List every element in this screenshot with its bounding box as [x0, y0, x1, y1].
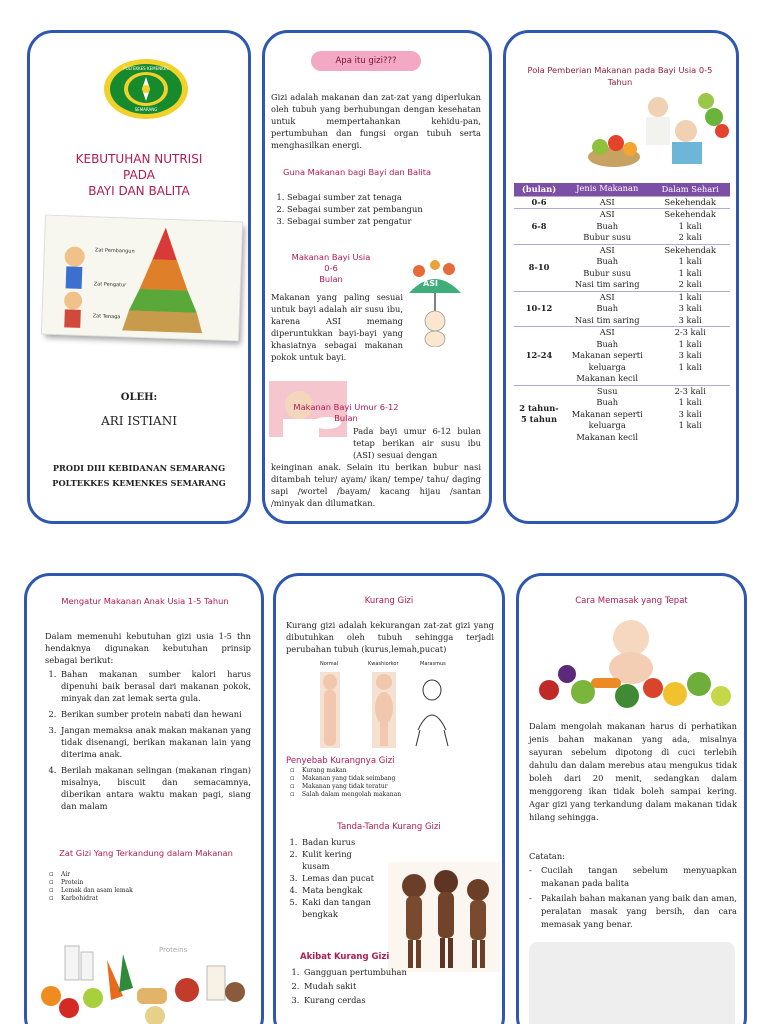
- tanda-item: 5. Kaki dan tangan bengkak: [300, 896, 378, 920]
- asi-umbrella-icon: [405, 259, 465, 347]
- bayi-6-12-text-a: Pada bayi umur 6-12 bulan tetap berikan air susu ibu (ASI) sesuai dengan: [353, 426, 481, 460]
- catatan-item: - Pakailah bahan makanan yang baik dan aman, peralatan masak yang bersih, dan cara memasak yang benar.: [527, 892, 737, 931]
- food-item: Buah: [596, 220, 619, 231]
- freq-cell: [650, 209, 730, 245]
- cooking-body: Dalam mengolah makanan harus di perhatikan jenis bahan makanan yang ada, misalnya sayuran sebelum dipotong di cuci terlebih dahulu dan dalam merebus atau mengukus tidak boleh dari 20 menit, sedangkan dalam menggoreng ikan tidak boleh sampai kering. Agar gizi yang terkandung dalam makanan tidak hilang sehingga.: [529, 721, 737, 822]
- food-item: ASI: [599, 209, 615, 219]
- akibat-item: 2. Mudah sakit: [302, 980, 488, 992]
- freq-item: 1 kali: [678, 291, 702, 302]
- meal-planning-intro: Dalam memenuhi kebutuhan gizi usia 1-5 thn hendaknya digunakan kebutuhan prinsip sebagai berikut:: [45, 631, 251, 665]
- feeding-pattern-title: Pola Pemberian Makanan pada Bayi Usia 0-5 Tahun: [527, 65, 713, 87]
- freq-cell: [650, 291, 730, 327]
- zat-gizi-title: Zat Gizi Yang Terkandung dalam Makanan: [59, 848, 233, 858]
- akibat-title: Akibat Kurang Gizi: [300, 952, 390, 962]
- age-cell: 6-8: [514, 209, 564, 245]
- title-line-2: PADA: [123, 168, 155, 182]
- feeding-table: [514, 183, 730, 443]
- feeding-pattern-table: [514, 183, 730, 443]
- cooking-panel: [516, 573, 747, 1024]
- catatan-list: [527, 864, 737, 931]
- freq-item: 3 kali: [678, 303, 702, 313]
- food-item: ASI: [599, 327, 615, 337]
- zat-gizi-item: ▫ Lemak dan asam lemak: [49, 887, 209, 895]
- nutrient-foods-icon: [37, 936, 255, 1024]
- catatan-item: - Cucilah tangan sebelum menyuapkan makanan pada balita: [527, 864, 737, 890]
- pyramid-label-pembangun: Zat Pembangun: [94, 247, 135, 255]
- feeding-pattern-panel: [503, 30, 739, 524]
- freq-cell: [650, 385, 730, 443]
- babies-fruits-photo: [586, 87, 732, 171]
- freq-item: 1 kali: [678, 256, 702, 266]
- guna-makanan-list: [271, 191, 481, 227]
- freq-item: 1 kali: [678, 420, 702, 430]
- freq-cell: [650, 327, 730, 386]
- babies-fruits-icon: [586, 87, 732, 171]
- meal-planning-item: 3. Jangan memaksa anak makan makanan yang tidak disenangi, berikan makanan lain yang diterima anak.: [59, 724, 251, 760]
- asi-label: ASI: [423, 279, 438, 288]
- figure-label-kwashiorkor: Kwashiorkor: [368, 661, 399, 667]
- penyebab-item: ▫ Salah dalam mengolah makanan: [290, 791, 470, 799]
- food-item: Makanan seperti keluarga: [571, 408, 643, 430]
- food-cell: [564, 244, 650, 291]
- freq-item: 1 kali: [678, 267, 702, 278]
- penyebab-item: ▫ Makanan yang tidak teratur: [290, 783, 470, 791]
- pyramid-label-pengatur: Zat Pengatur: [93, 281, 127, 289]
- food-item: Buah: [596, 397, 619, 407]
- penyebab-title: Penyebab Kurangnya Gizi: [286, 756, 395, 766]
- meal-planning-item: 1. Bahan makanan sumber kalori harus dipenuhi baik berasal dari makanan pokok, minyak dan zat lemak serta gula.: [59, 668, 251, 704]
- bayi-0-6-text: Makanan yang paling sesuai untuk bayi adalah air susu ibu, karena ASI memang diperuntukkan bayi-bayi yang khasiatnya sebagai makanan pokok untuk bayi.: [271, 292, 403, 362]
- kurang-gizi-definition: Kurang gizi adalah kekurangan zat-zat gizi yang dibutuhkan oleh tubuh sehingga terjadi perubahan tubuh (kurus,lemah,pucat): [286, 620, 494, 654]
- penyebab-list: [290, 767, 470, 799]
- baby-vegetables-icon: [531, 614, 735, 712]
- table-header-jenis: Jenis Makanan: [564, 183, 650, 196]
- bayi-0-6-title-line: 0-6: [324, 263, 338, 273]
- institution-line-2: POLTEKKES KEMENKES SEMARANG: [52, 478, 226, 488]
- freq-item: 1 kali: [678, 338, 702, 349]
- table-header-sehari: Dalam Sehari: [650, 183, 730, 196]
- freq-item: 1 kali: [678, 220, 702, 231]
- food-item: Bubur susu: [583, 267, 632, 278]
- image-placeholder: [529, 942, 735, 1024]
- age-cell: 12-24: [514, 327, 564, 386]
- baby-vegetables-photo: [531, 614, 735, 712]
- guna-makanan-title: Guna Makanan bagi Bayi dan Balita: [283, 167, 432, 177]
- bayi-0-6-title-line: Bulan: [319, 274, 343, 284]
- gizi-intro-panel: [262, 30, 492, 524]
- age-cell: 0-6: [514, 196, 564, 209]
- freq-item: Sekehendak: [664, 196, 716, 207]
- table-row: [514, 385, 730, 443]
- table-row: [514, 209, 730, 245]
- tanda-item: 2. Kulit kering kusam: [300, 848, 378, 872]
- age-cell: 2 tahun-5 tahun: [514, 385, 564, 443]
- proteins-label: Proteins: [159, 946, 188, 954]
- food-item: Buah: [596, 338, 619, 349]
- freq-item: Sekehendak: [664, 244, 716, 255]
- zat-gizi-item: ▫ Air: [49, 871, 209, 879]
- tanda-item: 1. Badan kurus: [300, 836, 378, 848]
- gizi-definition: Gizi adalah makanan dan zat-zat yang diperlukan oleh tubuh yang berhubungan dengan kesehatan untuk mempertahankan kehidu-pan, pertumbuhan dan fungsi organ tubuh serta menghasilkan energi.: [271, 92, 481, 150]
- kurang-gizi-title: Kurang Gizi: [364, 596, 414, 606]
- food-cell: [564, 209, 650, 245]
- malnutrition-figure: [310, 660, 460, 750]
- freq-item: 2-3 kali: [674, 327, 706, 337]
- food-item: ASI: [599, 244, 615, 255]
- feeding-table-body: [514, 196, 730, 443]
- food-item: Buah: [596, 303, 619, 313]
- guna-item: 3. Sebagai sumber zat pengatur: [287, 215, 481, 227]
- food-item: Buah: [596, 256, 619, 266]
- tanda-list: [286, 836, 378, 920]
- food-pyramid-image: [42, 216, 242, 341]
- age-cell: 8-10: [514, 244, 564, 291]
- tanda-item: 3. Lemas dan pucat: [300, 872, 378, 884]
- food-item: ASI: [599, 196, 615, 207]
- penyebab-item: ▫ Makanan yang tidak seimbang: [290, 775, 470, 783]
- freq-cell: [650, 244, 730, 291]
- tanda-title: Tanda-Tanda Kurang Gizi: [337, 822, 441, 832]
- guna-item: 2. Sebagai sumber zat pembangun: [287, 203, 481, 215]
- freq-item: 3 kali: [678, 314, 702, 325]
- freq-item: 2 kali: [678, 232, 702, 242]
- nutrient-foods-photo: [37, 936, 255, 1024]
- bayi-6-12-title: [271, 402, 421, 424]
- bayi-6-12-text-b: keinginan anak. Selain itu berikan bubur nasi ditambah telur/ ayam/ ikan/ tempe/ tahu/ daging sapi /wortel /bayam/ kacang hijau /santan /minyak dan dilumatkan.: [271, 462, 481, 508]
- food-item: Makanan kecil: [576, 373, 638, 383]
- table-row: [514, 327, 730, 386]
- logo-text-bottom: SEMARANG: [134, 107, 158, 112]
- food-item: Susu: [596, 385, 618, 396]
- food-item: Makanan seperti keluarga: [571, 350, 643, 372]
- table-header-bulan: (bulan): [514, 183, 564, 196]
- guna-item: 1. Sebagai sumber zat tenaga: [287, 191, 481, 203]
- bayi-6-12-title-line: Bulan: [334, 413, 358, 423]
- figure-label-normal: Normal: [320, 661, 339, 667]
- freq-item: 2-3 kali: [674, 385, 706, 396]
- food-item: Bubur susu: [583, 232, 632, 242]
- bayi-6-12-title-line: Makanan Bayi Umur 6-12: [293, 402, 399, 412]
- meal-planning-item: 4. Berilah makanan selingan (makanan ringan) misalnya, biscuit dan semacamnya, diberikan antara waktu makan pagi, siang dan malam: [59, 764, 251, 812]
- meal-planning-title: Mengatur Makanan Anak Usia 1-5 Tahun: [61, 596, 229, 606]
- food-item: Nasi tim saring: [574, 279, 640, 289]
- asi-illustration: [405, 259, 465, 347]
- logo-text-top: POLTEKKES KEMENKES: [123, 66, 169, 71]
- institution-line-1: PRODI DIII KEBIDANAN SEMARANG: [52, 463, 226, 473]
- bayi-0-6-title: [273, 252, 389, 285]
- food-item: ASI: [599, 291, 615, 302]
- table-row: [514, 244, 730, 291]
- pyramid-label-tenaga: Zat Tenaga: [92, 313, 121, 321]
- title-line-1: KEBUTUHAN NUTRISI: [75, 152, 203, 166]
- bayi-0-6-title-line: Makanan Bayi Usia: [291, 252, 371, 262]
- food-item: Nasi tim saring: [574, 314, 640, 325]
- zat-gizi-list: [49, 871, 209, 903]
- food-cell: [564, 327, 650, 386]
- meal-planning-item: 2. Berikan sumber protein nabati dan hewani: [59, 708, 251, 720]
- freq-item: 1 kali: [678, 361, 702, 372]
- freq-item: Sekehendak: [664, 209, 716, 219]
- cooking-title: Cara Memasak yang Tepat: [575, 596, 688, 606]
- food-item: Makanan kecil: [576, 431, 638, 442]
- meal-planning-panel: [24, 573, 264, 1024]
- zat-gizi-item: ▫ Karbohidrat: [49, 895, 209, 903]
- cover-title: [30, 151, 248, 199]
- freq-item: 2 kali: [678, 279, 702, 289]
- meal-planning-list: [45, 668, 251, 812]
- freq-item: 3 kali: [678, 408, 702, 419]
- food-cell: [564, 385, 650, 443]
- cover-panel: [27, 30, 251, 524]
- by-label: OLEH:: [120, 392, 158, 403]
- penyebab-item: ▫ Kurang makan: [290, 767, 470, 775]
- title-line-3: BAYI DAN BALITA: [88, 184, 190, 198]
- freq-cell: [650, 196, 730, 209]
- apa-itu-gizi-ribbon: Apa itu gizi???: [311, 51, 421, 71]
- food-cell: [564, 196, 650, 209]
- age-cell: 10-12: [514, 291, 564, 327]
- poltekkes-logo: [102, 57, 190, 121]
- freq-item: 1 kali: [678, 397, 702, 407]
- catatan-label: Catatan:: [529, 851, 565, 861]
- akibat-list: [288, 966, 488, 1006]
- akibat-item: 3. Kurang cerdas: [302, 994, 488, 1006]
- zat-gizi-item: ▫ Protein: [49, 879, 209, 887]
- freq-item: 3 kali: [678, 350, 702, 360]
- kurang-gizi-panel: [273, 573, 505, 1024]
- akibat-item: 1. Gangguan pertumbuhan: [302, 966, 488, 978]
- author-name: ARI ISTIANI: [101, 414, 177, 428]
- tanda-item: 4. Mata bengkak: [300, 884, 378, 896]
- figure-label-marasmus: Marasmus: [420, 661, 446, 667]
- table-row: [514, 196, 730, 209]
- table-row: [514, 291, 730, 327]
- food-cell: [564, 291, 650, 327]
- body-types-icon: [310, 660, 460, 750]
- food-pyramid-icon: [42, 216, 242, 341]
